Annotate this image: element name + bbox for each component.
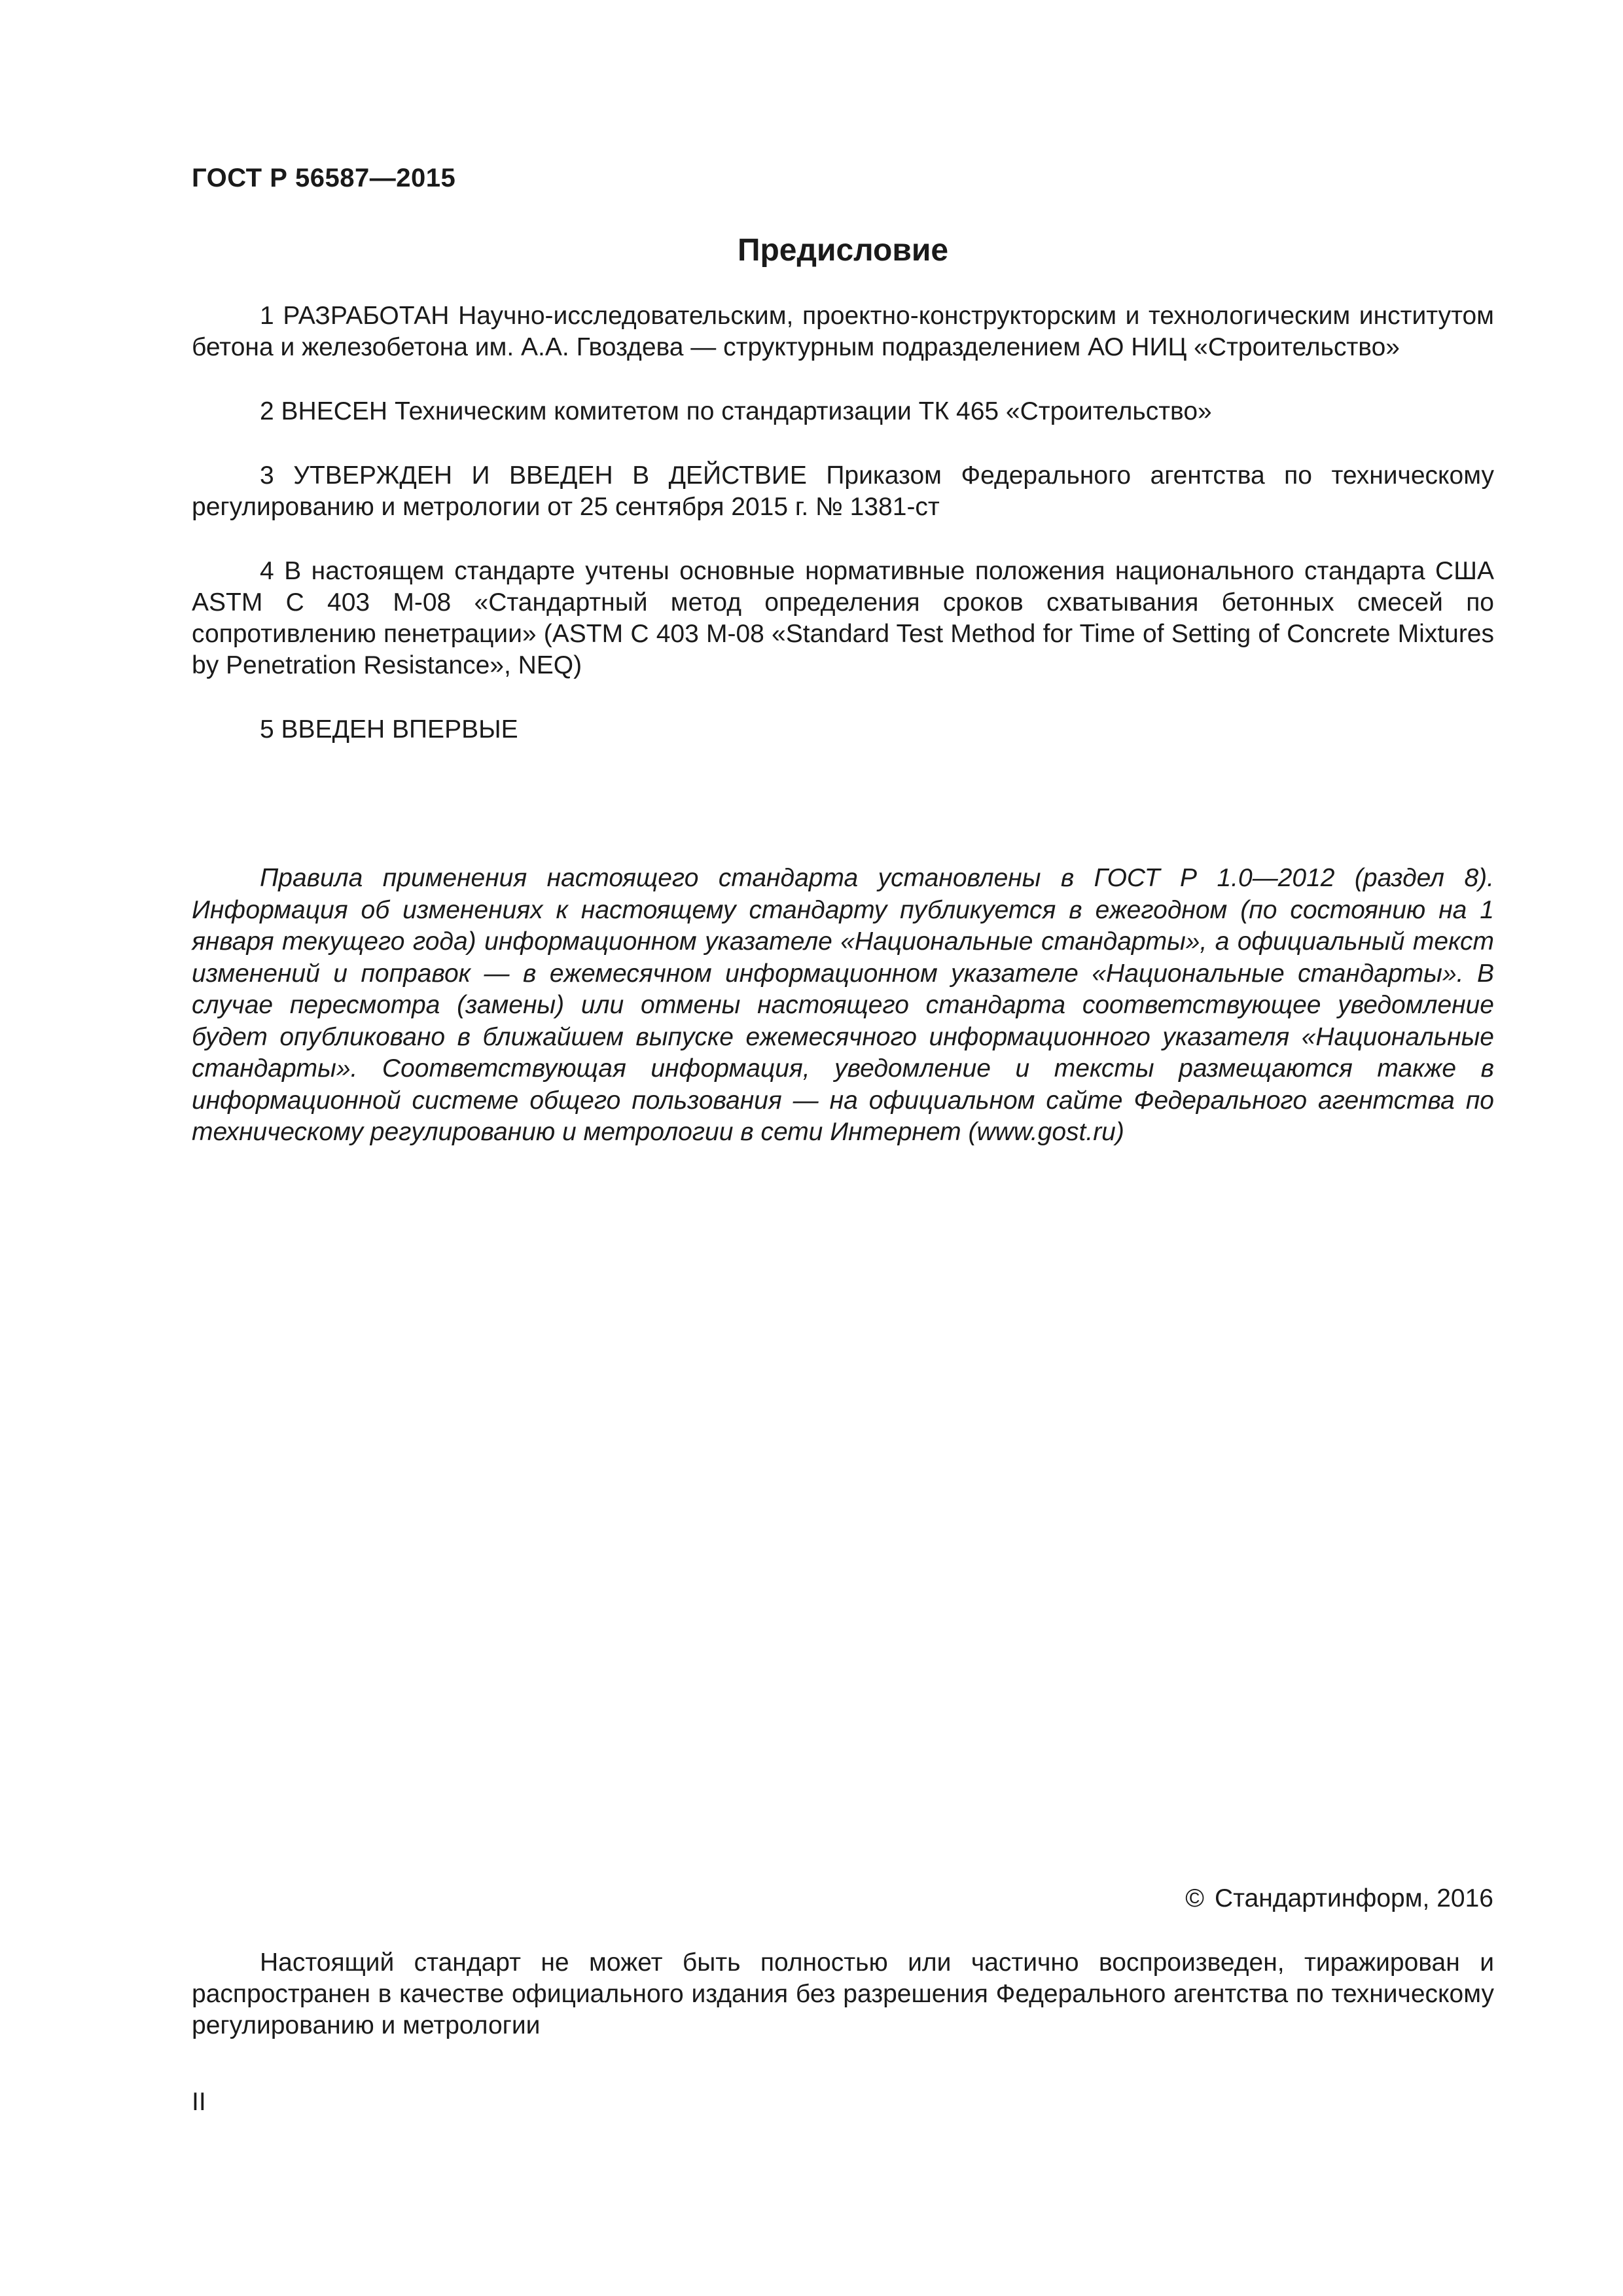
item-number: 4 <box>260 557 274 585</box>
item-number: 3 <box>260 461 274 490</box>
item-text: Техническим комитетом по стандартизации ТК 465 «Строительство» <box>394 397 1212 425</box>
item-number: 2 <box>260 397 274 425</box>
document-code: ГОСТ Р 56587—2015 <box>192 164 456 192</box>
copyright-text: Стандартинформ, 2016 <box>1215 1884 1493 1912</box>
item-text: Научно-исследовательским, проектно-конструкторским и технологическим институтом бетона и железобетона им. А.А. Гвоздева — структурным подразделением АО НИЦ «Строительство» <box>192 302 1494 361</box>
section-title: Предисловие <box>737 233 949 268</box>
item-lead: УТВЕРЖДЕН И ВВЕДЕН В ДЕЙСТВИЕ <box>293 461 807 490</box>
item-number: 1 <box>260 302 274 330</box>
reproduction-restriction: Настоящий стандарт не может быть полностью или частично воспроизведен, тиражирован и распространен в качестве официального издания без разрешения Федерального агентства по техническому регулированию и метрологии <box>192 1948 1494 2039</box>
item-lead: ВНЕСЕН <box>281 397 388 425</box>
foreword-item <box>192 300 1494 363</box>
foreword-item <box>192 714 1494 745</box>
foreword-item <box>192 396 1494 427</box>
foreword-item <box>192 556 1494 681</box>
item-text: В настоящем стандарте учтены основные нормативные положения национального стандарта США ASTM C 403 M-08 «Стандартный метод определения сроков схватывания бетонных смесей по сопротивлению пенетрации» (ASTM C 403 M-08 «Standard Test Method for Time of Setting of Concrete Mixtures by Penetration Resistance», NEQ) <box>192 557 1494 679</box>
item-text: Приказом Федерального агентства по техническому регулированию и метрологии от 25 сентября 2015 г. № 1381-ст <box>192 461 1494 521</box>
item-lead: ВВЕДЕН ВПЕРВЫЕ <box>281 715 518 744</box>
item-lead: РАЗРАБОТАН <box>283 302 450 330</box>
copyright-line <box>1185 1883 1493 1914</box>
foreword-items <box>192 300 1494 778</box>
foreword-item <box>192 460 1494 523</box>
item-number: 5 <box>260 715 274 744</box>
copyright-symbol: © <box>1185 1884 1204 1912</box>
application-rules-note: Правила применения настоящего стандарта установлены в ГОСТ Р 1.0—2012 (раздел 8). Информация об изменениях к настоящему стандарту публикуется в ежегодном (по состоянию на 1 января текущего года) информационном указателе «Национальные стандарты», а официальный текст изменений и поправок — в ежемесячном информационном указателе «Национальные стандарты». В случае пересмотра (замены) или отмены настоящего стандарта соответствующее уведомление будет опубликовано в ближайшем выпуске ежемесячного информационного указателя «Национальные стандарты». Соответствующая информация, уведомление и тексты размещаются также в информационной системе общего пользования — на официальном сайте Федерального агентства по техническому регулированию и метрологии в сети Интернет (www.gost.ru) <box>192 864 1494 1146</box>
page-number: II <box>192 2088 206 2116</box>
